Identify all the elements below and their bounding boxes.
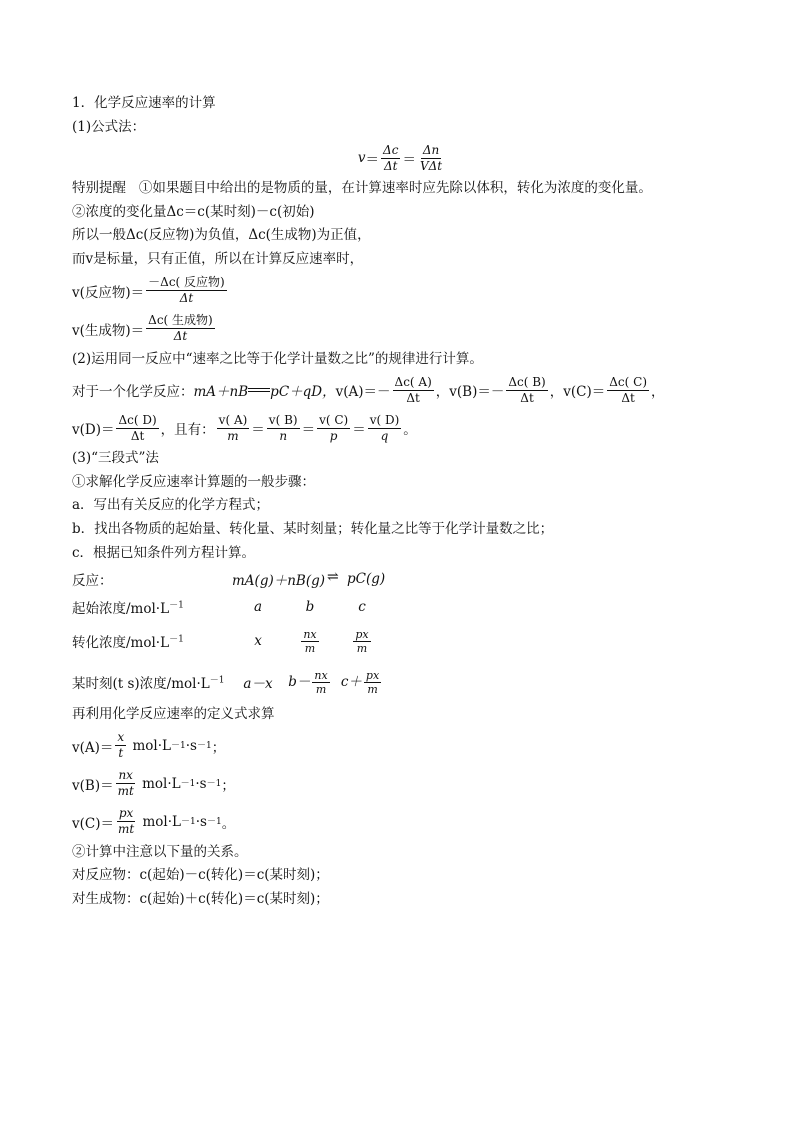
product-fraction: $\frac{\text{Δc( 生成物)}}{\Delta t}$ — [148, 313, 213, 344]
delta-c-definition: ②浓度的变化量Δc＝c(某时刻)－c(初始) — [72, 203, 315, 220]
rate-a: v(A)＝ $\frac{x}{t}$ mol·L －1 ·s －1 ； — [72, 730, 226, 761]
table-row-initial: 起始浓度$/mol\cdot L^{-1}$ a b c — [72, 599, 366, 618]
special-tip — [72, 177, 732, 201]
equals-arrow-icon — [248, 385, 270, 395]
product-relation: 对生成物：c(起始)＋c(转化)＝c(某时刻)； — [72, 890, 329, 907]
reversible-arrow-icon — [325, 573, 347, 585]
scalar-note: 而v是标量，只有正值，所以在计算反应速率时， — [72, 250, 364, 267]
rate-c: v(C)＝ $\frac{px}{mt}$ mol·L －1 ·s －1 。 — [72, 806, 236, 837]
document-body — [72, 92, 732, 912]
product-rate-formula: v(生成物)＝ $\frac{\text{Δc( 生成物)}}{\Delta t}$ — [72, 313, 213, 344]
rate-ratio-line: v(D)＝ $\frac{\Delta c( D)}{\Delta t}$ ，且有： $\frac{v( A)}{m}$ ＝ $\frac{v( B)}{n}$ ＝ $\frac{v( C)}{p}$ ＝ $\frac{v( D)}{q}$ 。 — [72, 412, 417, 443]
fraction-dn-vdt: $\frac{\Delta n}{\text{VΔt}}$ — [419, 142, 443, 173]
rate-b: v(B)＝ $\frac{nx}{mt}$ mol·L －1 ·s －1 ； — [72, 768, 235, 799]
reactant-rate-formula: v(反应物)＝ $\frac{\text{－Δc( 反应物)}}{\Delta t}$ — [72, 275, 225, 306]
steps-intro: ①求解化学反应速率计算题的一般步骤： — [72, 473, 315, 490]
rate-symbol: v — [357, 150, 366, 167]
table-row-reaction: 反应： mA(g)＋nB(g) ⇌ pC(g) — [72, 565, 732, 593]
formula-method-heading: (1)公式法： — [72, 118, 146, 135]
fraction-dc-dt: $\frac{\Delta c}{\Delta t}$ — [383, 142, 399, 173]
relation-intro: ②计算中注意以下量的关系。 — [72, 843, 248, 860]
step-c: c．根据已知条件列方程计算。 — [72, 544, 256, 561]
tip-text: ①如果题目中给出的是物质的量，在计算速率时应先除以体积，转化为浓度的变化量。 — [138, 180, 652, 197]
reaction-rate-line: 对于一个化学反应： mA＋nB pC＋qD， v(A)＝－ $\frac{\Delta c( A)}{\Delta t}$ ，v(B)＝－ $\frac{\Delta c( B)}{\Delta t}$ ，v(C)＝ $\frac{\Delta c( C)}{\Delta t}$ ， — [72, 374, 665, 405]
sign-note: 所以一般Δc(反应物)为负值，Δc(生成物)为正值， — [72, 227, 371, 244]
table-row-moment: 某时刻(t s)浓度$/mol\cdot L^{-1}$ a－x b－ $\frac{nx}{m}$ c＋ $\frac{px}{m}$ — [72, 668, 380, 696]
definition-line: 再利用化学反应速率的定义式求算 — [72, 706, 275, 723]
ratio-method-heading: (2)运用同一反应中“速率之比等于化学计量数之比”的规律进行计算。 — [72, 350, 483, 367]
three-stage-heading: (3)“三段式”法 — [72, 450, 159, 467]
reactant-fraction: $\frac{\text{－Δc( 反应物)}}{\Delta t}$ — [148, 275, 225, 306]
step-b: b．找出各物质的起始量、转化量、某时刻量；转化量之比等于化学计量数之比； — [72, 520, 554, 537]
step-a: a．写出有关反应的化学方程式； — [72, 497, 270, 514]
table-row-change: 转化浓度$/mol\cdot L^{-1}$ x $\frac{nx}{m}$ $\frac{px}{m}$ — [72, 627, 369, 655]
section-title: 1．化学反应速率的计算 — [72, 95, 216, 111]
tip-label: 特别提醒 — [72, 180, 126, 197]
rate-formula: v ＝ $\frac{\Delta c}{\Delta t}$ ＝ $\frac{\Delta n}{\text{VΔt}}$ — [357, 142, 443, 173]
reactant-relation: 对反应物：c(起始)－c(转化)＝c(某时刻)； — [72, 867, 329, 884]
